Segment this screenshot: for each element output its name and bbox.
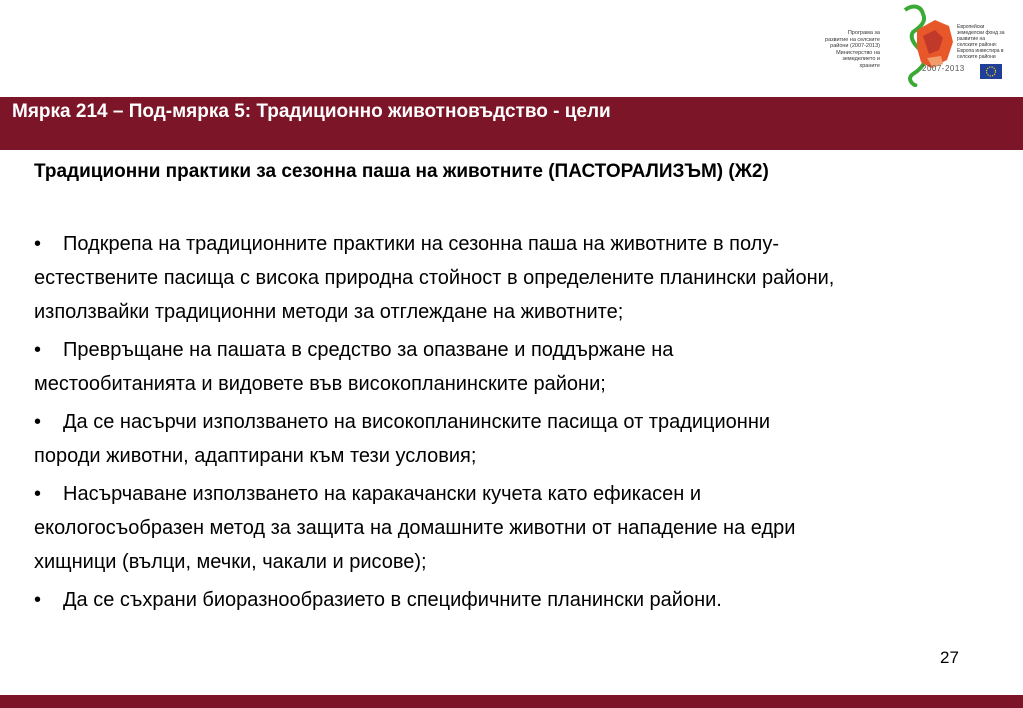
- bullet-item: [34, 583, 1023, 617]
- bullet-list: [34, 227, 1023, 621]
- bullet-text: местообитанията и видовете във високопланинските райони;: [34, 373, 606, 395]
- bullet-item: [34, 405, 1023, 473]
- bullet-line: [34, 439, 1023, 473]
- bullet-text: екологосъобразен метод за защита на домашните животни от нападение на едри: [34, 517, 796, 539]
- bullet-text: Да се съхрани биоразнообразието в специфичните планински райони.: [63, 589, 722, 611]
- logo-left-text: Програма за развитие на селските райони (2007-2013) Министерство на земеделието и храните: [825, 30, 880, 69]
- bullet-line: [34, 333, 1023, 367]
- bullet-marker: •: [34, 589, 42, 611]
- bullet-text: Да се насърчи използването на високопланинските пасища от традиционни: [63, 411, 771, 433]
- bullet-text: Насърчаване използването на каракачански кучета като ефикасен и: [63, 483, 702, 505]
- bullet-line: [34, 367, 1023, 401]
- eu-flag-icon: [980, 64, 1002, 79]
- bullet-marker: •: [34, 233, 42, 255]
- bullet-item: [34, 227, 1023, 329]
- bullet-text: Превръщане на пашата в средство за опазване и поддържане на: [63, 339, 674, 361]
- bullet-line: [34, 295, 1023, 329]
- program-logo: [825, 2, 1005, 94]
- slide-subtitle: Традиционни практики за сезонна паша на животните (ПАСТОРАЛИЗЪМ) (Ж2): [34, 161, 769, 182]
- slide-title: Мярка 214 – Под-мярка 5: Традиционно животновъдство - цели: [12, 101, 611, 122]
- bullet-line: [34, 477, 1023, 511]
- bullet-line: [34, 261, 1023, 295]
- bullet-item: [34, 333, 1023, 401]
- bullet-line: [34, 405, 1023, 439]
- logo-year: 2007-2013: [922, 64, 965, 73]
- bullet-line: [34, 583, 1023, 617]
- bulgaria-map-icon: [883, 2, 958, 87]
- logo-right-text: Европейски земеделски фонд за развитие на селските райони: Европа инвестира в селските райони: [957, 24, 1005, 60]
- bullet-text: Подкрепа на традиционните практики на сезонна паша на животните в полу-: [63, 233, 779, 255]
- bullet-marker: •: [34, 483, 42, 505]
- bullet-text: използвайки традиционни методи за отглеждане на животните;: [34, 301, 624, 323]
- bullet-line: [34, 227, 1023, 261]
- bullet-text: естествените пасища с висока природна стойност в определените планински райони,: [34, 267, 835, 289]
- title-bar: [0, 97, 1023, 150]
- bullet-marker: •: [34, 411, 42, 433]
- bullet-item: [34, 477, 1023, 579]
- bullet-text: хищници (вълци, мечки, чакали и рисове);: [34, 551, 427, 573]
- page-number: 27: [940, 648, 959, 667]
- bullet-text: породи животни, адаптирани към тези условия;: [34, 445, 477, 467]
- bullet-line: [34, 511, 1023, 545]
- bullet-line: [34, 545, 1023, 579]
- bottom-bar: [0, 695, 1023, 708]
- bullet-marker: •: [34, 339, 42, 361]
